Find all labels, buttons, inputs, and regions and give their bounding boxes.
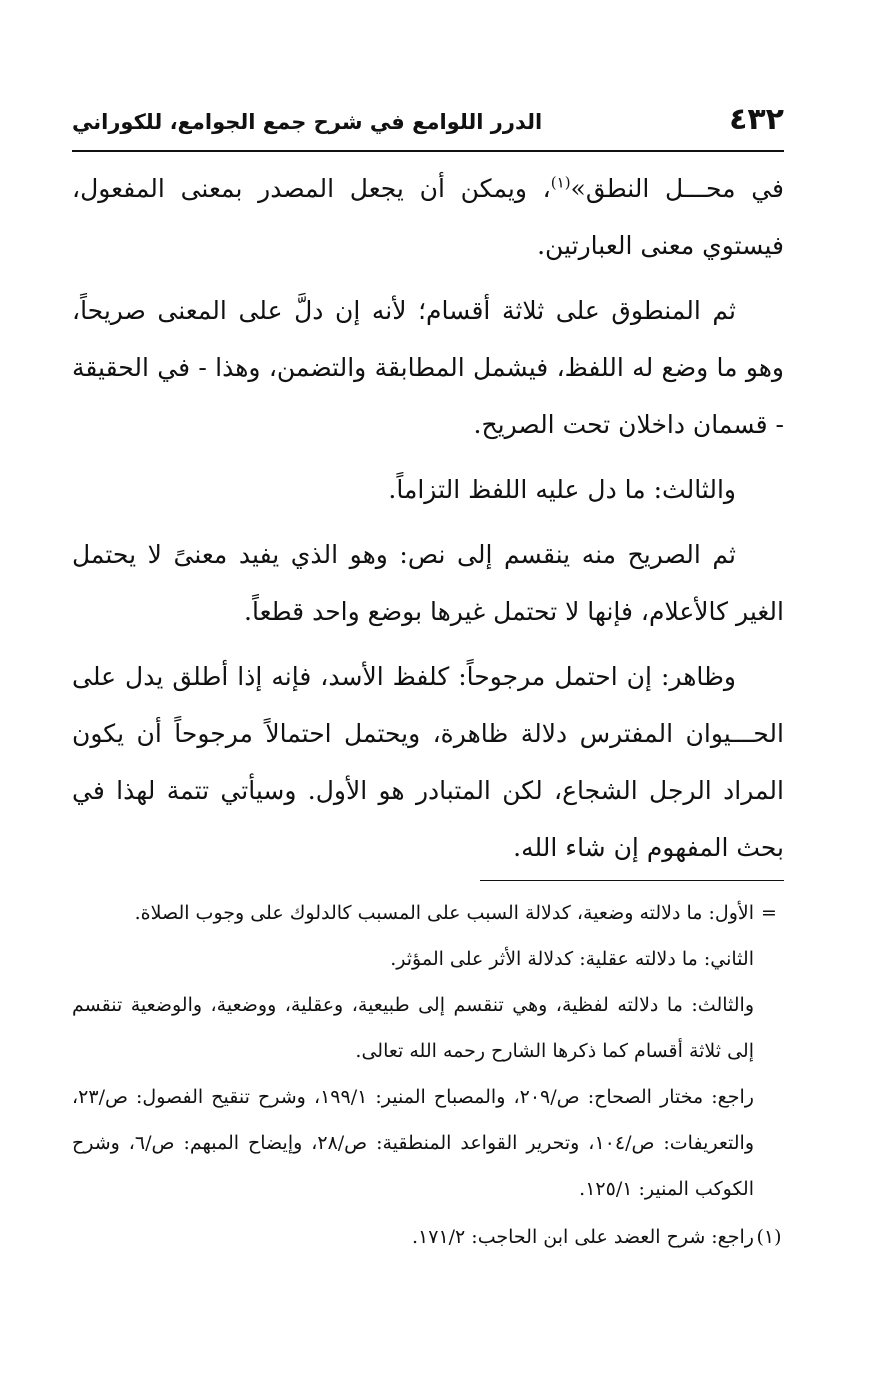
footnote-reference: (١) — [550, 173, 571, 192]
main-text — [72, 160, 784, 884]
paragraph-1-rest: ، ويمكن أن يجعل المصدر بمعنى المفعول، فيستوي معنى العبارتين. — [72, 174, 784, 260]
page-number: ٤٣٢ — [729, 102, 784, 137]
footnote-1 — [72, 1214, 784, 1260]
footnote-continued-1 — [72, 890, 784, 936]
paragraph-1 — [72, 160, 784, 274]
footnote-1-text: راجع: شرح العضد على ابن الحاجب: ١٧١/٢. — [411, 1226, 754, 1248]
continuation-mark: = — [761, 902, 777, 924]
paragraph-1-text: في محـــل النطق» — [570, 174, 784, 203]
header-rule — [72, 150, 784, 152]
running-title: الدرر اللوامع في شرح جمع الجوامع، للكوراني — [72, 110, 543, 134]
paragraph-4: ثم الصريح منه ينقسم إلى نص: وهو الذي يفيد معنىً لا يحتمل الغير كالأعلام، فإنها لا تحتمل غيرها بوضع واحد قطعاً. — [72, 540, 784, 626]
paragraph-5: وظاهر: إن احتمل مرجوحاً: كلفظ الأسد، فإنه إذا أطلق يدل على الحـــيوان المفترس دلالة ظاهرة، ويحتمل احتمالاً مرجوحاً أن يكون المراد الرجل الشجاع، لكن المتبادر هو الأول. وسيأتي تتمة لهذا في بحث المفهوم إن شاء الله. — [72, 662, 784, 862]
footnote-continued-3: والثالث: ما دلالته لفظية، وهي تنقسم إلى طبيعية، وعقلية، ووضعية، والوضعية تنقسم إلى ثلاثة أقسام كما ذكرها الشارح رحمه الله تعالى. — [72, 994, 754, 1062]
footnote-separator — [480, 880, 784, 881]
footnote-1-number: (١) — [756, 1226, 782, 1248]
page-header — [72, 100, 784, 150]
footnote-continued-4: راجع: مختار الصحاح: ص/٢٠٩، والمصباح المنير: ١٩٩/١، وشرح تنقيح الفصول: ص/٢٣، والتعريفات: ص/١٠٤، وتحرير القواعد المنطقية: ص/٢٨، وإيضاح المبهم: ص/٦، وشرح الكوكب المنير: ١٢٥/١. — [72, 1086, 754, 1200]
footnotes — [72, 890, 784, 1260]
footnote-line-first: الأول: ما دلالته وضعية، كدلالة السبب على المسبب كالدلوك على وجوب الصلاة. — [134, 902, 754, 924]
paragraph-3: والثالث: ما دل عليه اللفظ التزاماً. — [388, 475, 736, 504]
footnote-continued-2: الثاني: ما دلالته عقلية: كدلالة الأثر على المؤثر. — [390, 948, 754, 970]
paragraph-2: ثم المنطوق على ثلاثة أقسام؛ لأنه إن دلَّ على المعنى صريحاً، وهو ما وضع له اللفظ، فيشمل المطابقة والتضمن، وهذا - في الحقيقة - قسمان داخلان تحت الصريح. — [72, 296, 784, 439]
